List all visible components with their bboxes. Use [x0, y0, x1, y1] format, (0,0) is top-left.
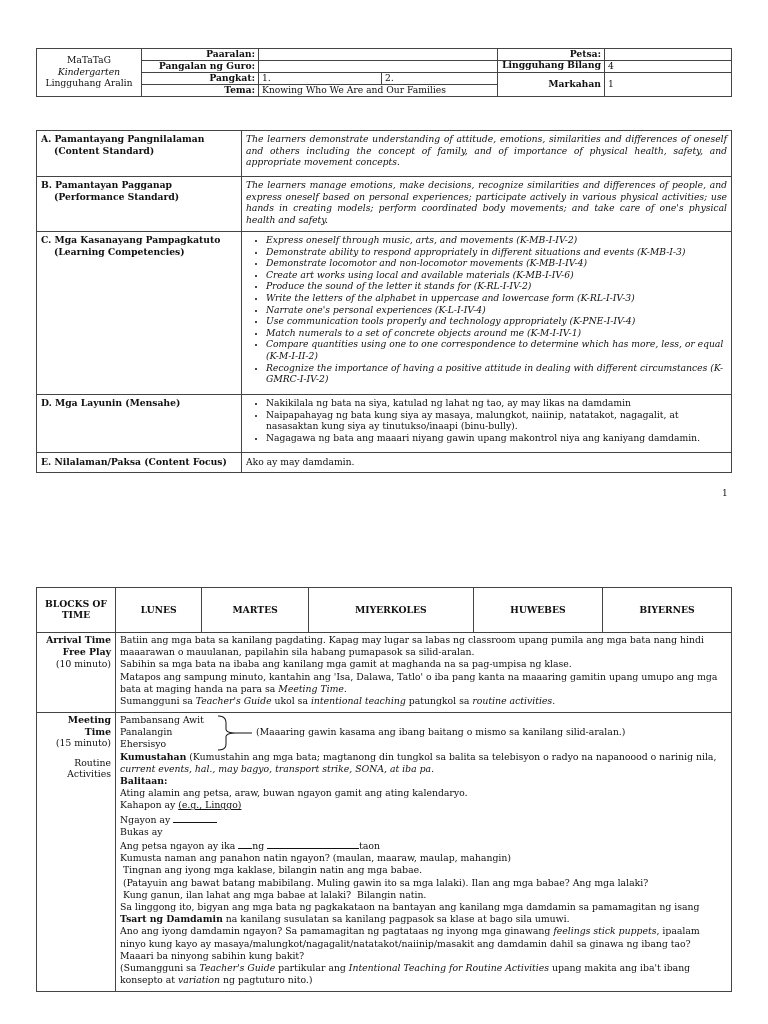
day-header-huwebes: HUWEBES	[473, 588, 602, 633]
list-item: • Demonstrate ability to respond appropriately in different situations and events (K-MB-I-3)	[266, 247, 727, 259]
performance-standard-text: The learners manage emotions, make decisions, recognize similarities and differences of people, and express oneself based on personal experiences; participate actively in various physical activities; use hands in creating models; perform coordinated body movements; and take care of one's physical health and safety.	[242, 177, 732, 232]
label-b: B. Pamantayan Pagganap	[41, 180, 172, 191]
balitaan-line-5: Kung ganun, ilan lahat ang mga babae at lalaki? Bilangin natin.	[120, 889, 427, 901]
kumustahan-line: Kumustahan (Kumustahin ang mga bata; magtanong din tungkol sa balita sa telebisyon o radyo na napanoood o narinig nila, current events, hal., may bagyo, transport strike, SONA, at iba pa.	[120, 751, 717, 775]
panalangin-line: Panalangin	[120, 727, 173, 739]
list-item: • Compare quantities using one to one correspondence to determine which has more, less, or equal (K-M-I-II-2)	[266, 339, 727, 362]
learning-competencies-label	[37, 232, 242, 395]
arrival-line-4: Sumangguni sa Teacher's Guide ukol sa intentional teaching patungkol sa routine activities.	[120, 696, 556, 708]
paaralan-label: Paaralan:	[142, 49, 259, 61]
brace-group	[120, 715, 727, 752]
petsa-label: Petsa:	[498, 49, 605, 61]
balitaan-line-4: (Patayuin ang bawat batang mabibilang. Muling gawin ito sa mga lalaki). Ilan ang mga babae? Ang mga lalaki?	[120, 877, 649, 889]
day-header-biyernes: BIYERNES	[602, 588, 731, 633]
list-item: • Produce the sound of the letter it stands for (K-RL-I-IV-2)	[266, 281, 727, 293]
label-a-sub: (Content Standard)	[54, 145, 155, 157]
performance-standard-label	[37, 177, 242, 232]
guro-label: Pangalan ng Guro:	[142, 61, 259, 73]
routine-activities: Routine Activities	[67, 757, 111, 780]
list-item: • Write the letters of the alphabet in uppercase and lowercase form (K-RL-I-IV-3)	[266, 293, 727, 305]
arrival-content	[116, 633, 732, 713]
day-header-lunes: LUNES	[116, 588, 202, 633]
ngayon-line: Ngayon ay	[120, 813, 727, 827]
blocks-table	[36, 587, 732, 992]
list-item: • Naipapahayag ng bata kung siya ay masaya, malungkot, naiinip, natatakot, nagagalit, at nasasaktan kung siya ay tinutukso/inaapi (binu-bully).	[266, 410, 727, 433]
balitaan-heading: Balitaan:	[120, 776, 168, 788]
petsa-blank-1[interactable]	[238, 839, 252, 849]
petsa-blank-2[interactable]	[267, 839, 359, 849]
label-b-sub: (Performance Standard)	[54, 191, 180, 203]
tema-label: Tema:	[142, 85, 259, 97]
arrival-time-cell	[37, 633, 116, 713]
balitaan-line-6: Sa linggong ito, bigyan ang mga bata ng pagkakataon na bantayan ang kanilang mga damdamin sa pamamagitan ng isang	[120, 902, 700, 914]
org-line3: Lingguhang Aralin	[45, 78, 133, 90]
header-table	[36, 48, 732, 97]
lingguhang-value: 4	[605, 61, 732, 73]
blocks-of-time-header: BLOCKS OF TIME	[37, 588, 116, 633]
paaralan-field[interactable]	[259, 49, 498, 61]
guro-field[interactable]	[259, 61, 498, 73]
content-focus-text: Ako ay may damdamin.	[242, 453, 732, 473]
meeting-title: Meeting Time	[67, 715, 111, 738]
balitaan-line-3: Tingnan ang iyong mga kaklase, bilangin natin ang mga babae.	[120, 865, 423, 877]
balitaan-line-2: Kumusta naman ang panahon natin ngayon? (maulan, maaraw, maulap, mahangin)	[120, 853, 511, 865]
label-c: C. Mga Kasanayang Pampagkatuto	[41, 235, 221, 246]
pangkat-field-2[interactable]: 2.	[382, 73, 498, 85]
arrival-line-1: Batiin ang mga bata sa kanilang pagdating. Kapag may lugar sa labas ng classroom upang pumila ang mga bata nang hindi maaarawan o mauulanan, papilahin sila habang pumapasok sa silid-aralan.	[120, 635, 704, 659]
list-item: • Use communication tools properly and technology appropriately (K-PNE-I-IV-4)	[266, 316, 727, 328]
list-item: • Narrate one's personal experiences (K-L-I-IV-4)	[266, 305, 727, 317]
objectives-list	[242, 395, 732, 453]
objectives-label: D. Mga Layunin (Mensahe)	[37, 395, 242, 453]
brace-note: (Maaaring gawin kasama ang ibang baitang o mismo sa kanilang silid-aralan.)	[256, 727, 626, 738]
label-a: A. Pamantayang Pangnilalaman	[41, 134, 205, 145]
meeting-time-cell	[37, 713, 116, 992]
content-standard-label	[37, 131, 242, 177]
learning-competencies-list	[242, 232, 732, 395]
petsa-field[interactable]	[605, 49, 732, 61]
markahan-value: 1	[605, 73, 732, 97]
arrival-duration: (10 minuto)	[55, 659, 111, 671]
pangkat-label: Pangkat:	[142, 73, 259, 85]
standards-table	[36, 130, 732, 473]
ngayon-blank[interactable]	[173, 813, 217, 823]
org-line1: MaTaTaG	[66, 55, 111, 67]
ehersisyo-line: Ehersisyo	[120, 739, 167, 751]
list-item: • Demonstrate locomotor and non-locomotor movements (K-MB-I-IV-4)	[266, 258, 727, 270]
org-title	[37, 49, 142, 97]
lingguhang-label: Lingguhang Bilang	[498, 61, 605, 73]
petsa-line: Ang petsa ngayon ay ika ng taon	[120, 841, 380, 853]
balitaan-line-7: Tsart ng Damdamin na kanilang susulatan sa kanilang pagpasok sa klase at bago sila umuwi.	[120, 914, 570, 926]
markahan-label: Markahan	[498, 73, 605, 97]
arrival-line-2: Sabihin sa mga bata na ibaba ang kanilang mga gamit at maghanda na sa pag-umpisa ng klase.	[120, 659, 572, 671]
meeting-content	[116, 713, 732, 992]
bukas-line: Bukas ay	[120, 826, 163, 838]
content-standard-text: The learners demonstrate understanding of attitude, emotions, similarities and differences of oneself and others including the concept of family, and of importance of physical health, safety, and appropriate movement concepts.	[242, 131, 732, 177]
meeting-duration: (15 minuto)	[55, 738, 111, 749]
arrival-line-3: Matapos ang sampung minuto, kantahin ang 'Isa, Dalawa, Tatlo' o iba pang kanta na maaaring gamitin upang umupo ang mga bata at maging handa na para sa Meeting Time.	[120, 671, 718, 695]
org-line2: Kindergarten	[57, 66, 121, 78]
balitaan-line-1: Ating alamin ang petsa, araw, buwan ngayon gamit ang ating kalendaryo.	[120, 788, 468, 800]
list-item: • Recognize the importance of having a positive attitude in dealing with different circumstances (K- GMRC-I-IV-2)	[266, 363, 727, 386]
tema-value: Knowing Who We Are and Our Families	[259, 85, 498, 97]
day-header-martes: MARTES	[202, 588, 309, 633]
balitaan-line-8: Ano ang iyong damdamin ngayon? Sa pamamagitan ng pagtataas ng inyong mga ginawang feelings stick puppets, ipaalam ninyo kung kayo ay masaya/malungkot/nagagalit/natatakot/naiinip/masakit ang damdamin dahil sa ginawa ng ibang tao? Maaari ba ninyong sabihin kung bakit?	[120, 926, 700, 962]
content-focus-label: E. Nilalaman/Paksa (Content Focus)	[37, 453, 242, 473]
list-item: • Match numerals to a set of concrete objects around me (K-M-I-IV-1)	[266, 328, 727, 340]
brace-icon	[216, 714, 254, 752]
day-header-miyerkoles: MIYERKOLES	[308, 588, 473, 633]
pangkat-field-1[interactable]: 1.	[259, 73, 382, 85]
page-number: 1	[722, 489, 728, 499]
balitaan-line-9: (Sumangguni sa Teacher's Guide partikular ang Intentional Teaching for Routine Activities upang makita ang iba't ibang konsepto at variation ng pagtuturo nito.)	[120, 963, 691, 987]
list-item: • Nakikilala ng bata na siya, katulad ng lahat ng tao, ay may likas na damdamin	[266, 398, 727, 410]
label-c-sub: (Learning Competencies)	[54, 246, 185, 258]
list-item: • Create art works using local and available materials (K-MB-I-IV-6)	[266, 270, 727, 282]
awit-line: Pambansang Awit	[120, 715, 204, 726]
list-item: • Express oneself through music, arts, and movements (K-MB-I-IV-2)	[266, 235, 727, 247]
list-item: • Nagagawa ng bata ang maaari niyang gawin upang makontrol niya ang kaniyang damdamin.	[266, 433, 727, 445]
arrival-title: Arrival Time Free Play	[46, 635, 111, 659]
kahapon-line: Kahapon ay (e.g., Linggo)	[120, 800, 242, 812]
